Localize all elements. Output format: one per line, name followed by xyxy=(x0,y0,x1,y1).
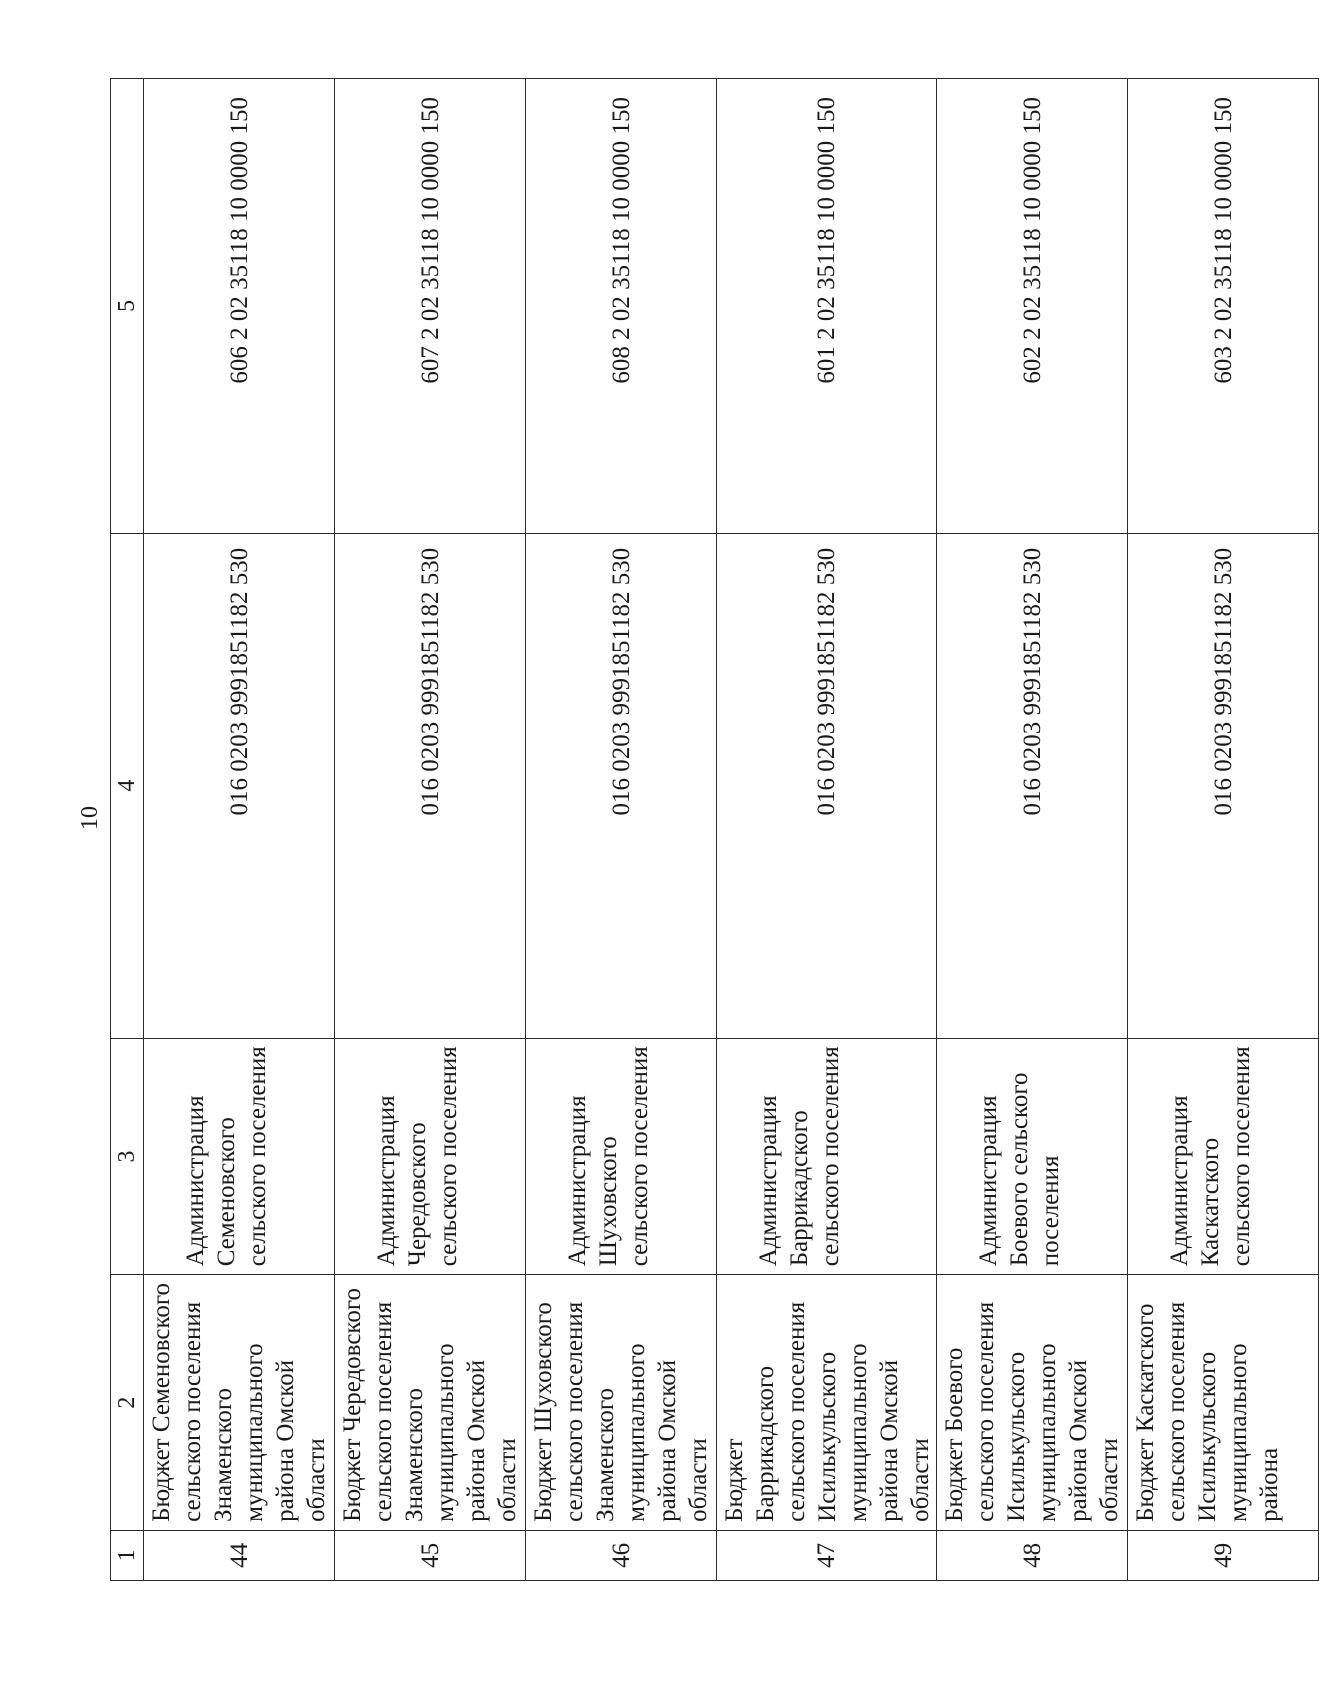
administrator-name: Администрация Семеновского сельского поселения xyxy=(144,1038,335,1275)
document-table-rotated xyxy=(110,78,1283,1581)
revenue-code: 602 2 02 35118 10 0000 150 xyxy=(937,79,1128,534)
budget-name: Бюджет Чередовского сельского поселения Знаменского муниципального района Омской области xyxy=(335,1275,526,1531)
revenue-code: 608 2 02 35118 10 0000 150 xyxy=(526,79,717,534)
table-row xyxy=(335,79,526,1581)
row-number: 46 xyxy=(526,1530,717,1580)
row-number: 45 xyxy=(335,1530,526,1580)
budget-classification-code: 016 0203 9991851182 530 xyxy=(526,533,717,1038)
row-number: 44 xyxy=(144,1530,335,1580)
header-cell: 3 xyxy=(111,1038,144,1275)
administrator-name: Администрация Боевого сельского поселения xyxy=(937,1038,1128,1275)
administrator-name: Администрация Каскатского сельского поселения xyxy=(1128,1038,1319,1275)
budget-name: Бюджет Каскатского сельского поселения Исилькульского муниципального района xyxy=(1128,1275,1319,1531)
revenue-code: 607 2 02 35118 10 0000 150 xyxy=(335,79,526,534)
budget-name: Бюджет Семеновского сельского поселения Знаменского муниципального района Омской области xyxy=(144,1275,335,1531)
administrator-name: Администрация Чередовского сельского поселения xyxy=(335,1038,526,1275)
page-number: 10 xyxy=(77,806,103,830)
table-row xyxy=(717,79,937,1581)
header-cell: 2 xyxy=(111,1275,144,1531)
budget-classification-code: 016 0203 9991851182 530 xyxy=(717,533,937,1038)
revenue-code: 603 2 02 35118 10 0000 150 xyxy=(1128,79,1319,534)
row-number: 49 xyxy=(1128,1530,1319,1580)
row-number: 48 xyxy=(937,1530,1128,1580)
budget-classification-code: 016 0203 9991851182 530 xyxy=(1128,533,1319,1038)
header-cell: 1 xyxy=(111,1530,144,1580)
budget-classification-code: 016 0203 9991851182 530 xyxy=(144,533,335,1038)
table-row xyxy=(937,79,1128,1581)
header-cell: 4 xyxy=(111,533,144,1038)
table-row xyxy=(144,79,335,1581)
table-row xyxy=(1128,79,1319,1581)
revenue-code: 601 2 02 35118 10 0000 150 xyxy=(717,79,937,534)
budget-name: Бюджет Шуховского сельского поселения Знаменского муниципального района Омской области xyxy=(526,1275,717,1531)
header-cell: 5 xyxy=(111,79,144,534)
row-number: 47 xyxy=(717,1530,937,1580)
revenue-code: 606 2 02 35118 10 0000 150 xyxy=(144,79,335,534)
administrator-name: Администрация Баррикадского сельского поселения xyxy=(717,1038,937,1275)
budget-classification-code: 016 0203 9991851182 530 xyxy=(335,533,526,1038)
budget-name: Бюджет Баррикадского сельского поселения Исилькульского муниципального района Омской области xyxy=(717,1275,937,1531)
budget-name: Бюджет Боевого сельского поселения Исилькульского муниципального района Омской области xyxy=(937,1275,1128,1531)
table-row xyxy=(526,79,717,1581)
budget-classification-code: 016 0203 9991851182 530 xyxy=(937,533,1128,1038)
administrator-name: Администрация Шуховского сельского поселения xyxy=(526,1038,717,1275)
table-header-row xyxy=(111,79,144,1581)
budget-table xyxy=(110,78,1319,1581)
